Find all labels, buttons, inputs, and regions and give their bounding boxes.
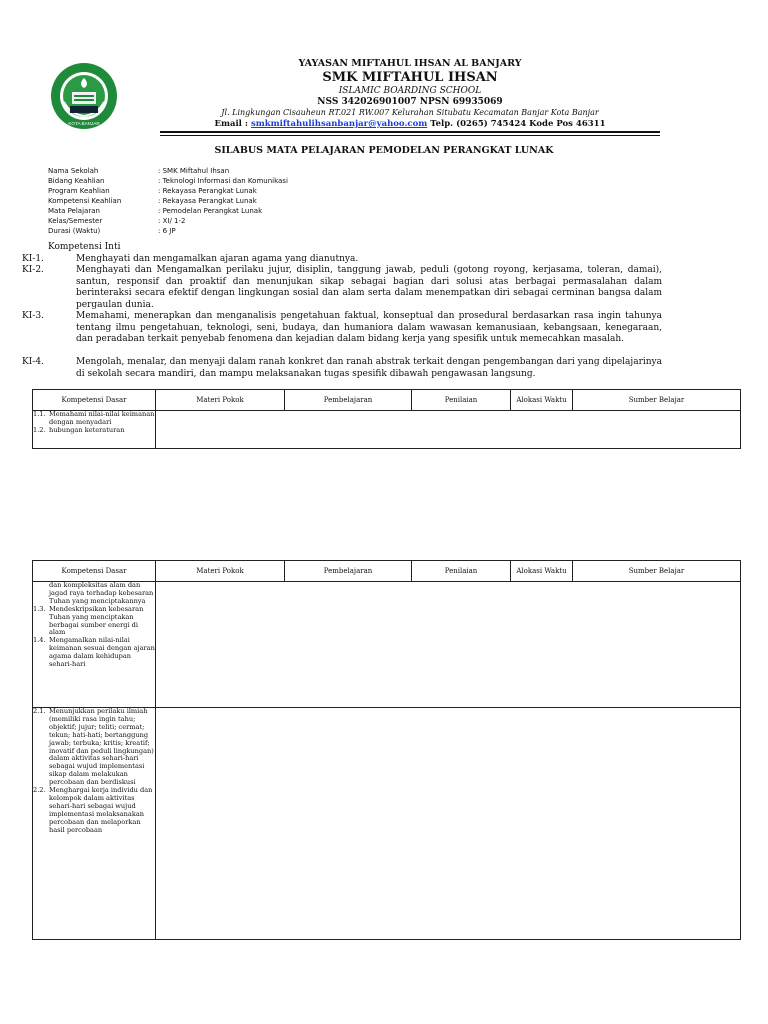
table-row <box>33 708 741 940</box>
kompetensi-dasar-cell: 1.1. Memahami nilai-nilai keimanan dengan menyadari 1.2. hubungan keteraturan <box>33 411 156 449</box>
school-address: Jl. Lingkungan Cisauheun RT.021 RW.007 Kelurahan Situbatu Kecamatan Banjar Kota Banjar <box>221 108 599 117</box>
col-materi-pokok: Materi Pokok <box>156 390 285 411</box>
school-name: SMK MIFTAHUL IHSAN <box>322 70 498 85</box>
email-label: Email : <box>214 119 249 129</box>
info-row: Mata Pelajaran : Pemodelan Perangkat Lunak <box>48 207 263 215</box>
kompetensi-inti-heading: Kompetensi Inti <box>48 242 121 252</box>
col-pembelajaran: Pembelajaran <box>285 561 412 582</box>
table-row <box>33 411 741 449</box>
col-kompetensi-dasar: Kompetensi Dasar <box>33 390 156 411</box>
info-row: Kompetensi Keahlian : Rekayasa Perangkat Lunak <box>48 197 257 205</box>
identity-block <box>48 166 288 236</box>
foundation-name: YAYASAN MIFTAHUL IHSAN AL BANJARY <box>298 58 522 69</box>
col-penilaian: Penilaian <box>412 561 511 582</box>
kompetensi-dasar-cell: 2.1. Menunjukkan perilaku ilmiah (memiliki rasa ingin tahu; objektif; jujur; teliti; cermat; tekun; hati-hati; bertanggung jawab; terbuka; kritis; kreatif; inovatif dan peduli lingkungan) dalam aktivitas sehari-hari sebagai wujud implementasi sikap dalam melakukan percobaan dan berdiskusi 2.2. Menghargai kerja individu dan kelompok dalam aktivitas sehari-hari sebagai wujud implementasi melaksanakan percobaan dan melaporkan hasil percobaan <box>33 708 156 940</box>
school-contact <box>170 119 650 129</box>
kompetensi-dasar-cell: dan kompleksitas alam dan jagad raya terhadap kebesaran Tuhan yang menciptakannya 1.3. Mendeskripsikan kebesaran Tuhan yang menciptakan berbagai sumber energi di alam 1.4. Mengamalkan nilai-nilai keimanan sesuai dengan ajaran agama dalam kehidupan sehari-hari <box>33 582 156 708</box>
info-row: Bidang Keahlian : Teknologi Informasi dan Komunikasi <box>48 177 288 185</box>
col-penilaian: Penilaian <box>412 390 511 411</box>
col-sumber-belajar: Sumber Belajar <box>573 390 741 411</box>
info-row: Kelas/Semester : XI/ 1-2 <box>48 217 186 225</box>
col-materi-pokok: Materi Pokok <box>156 561 285 582</box>
info-row: Program Keahlian : Rekayasa Perangkat Lunak <box>48 187 257 195</box>
col-alokasi-waktu: Alokasi Waktu <box>511 390 573 411</box>
empty-cell <box>156 582 741 708</box>
col-alokasi-waktu: Alokasi Waktu <box>511 561 573 582</box>
table-row <box>33 582 741 708</box>
col-kompetensi-dasar: Kompetensi Dasar <box>33 561 156 582</box>
ki-item: KI-2. Menghayati dan Mengamalkan perilaku jujur, disiplin, tanggung jawab, peduli (gotong royong, kerjasama, toleran, damai), santun, responsif dan proaktif dan menunjukan sikap sebagai bagian dari solusi atas berbagai permasalahan dalam berinteraksi secara efektif dengan lingkungan sosial dan alam serta dalam menempatkan diri sebagai cerminan bangsa dalam pergaulan dunia. <box>22 265 662 310</box>
school-subtitle: ISLAMIC BOARDING SCHOOL <box>338 86 482 96</box>
syllabus-table-2 <box>32 560 741 940</box>
email-link[interactable]: smkmiftahulihsanbanjar@yahoo.com <box>250 119 428 129</box>
col-sumber-belajar: Sumber Belajar <box>573 561 741 582</box>
col-pembelajaran: Pembelajaran <box>285 390 412 411</box>
syllabus-table-1 <box>32 389 741 449</box>
phone-text: Telp. (0265) 745424 Kode Pos 46311 <box>430 119 606 129</box>
school-logo <box>50 62 118 130</box>
document-title: SILABUS MATA PELAJARAN PEMODELAN PERANGKAT LUNAK <box>214 145 554 156</box>
header-rule-thin <box>160 135 660 136</box>
logo-caption: KOTA BANJAR <box>68 121 100 126</box>
info-row: Nama Sekolah : SMK Miftahul Ihsan <box>48 167 230 175</box>
info-row: Durasi (Waktu) : 6 JP <box>48 227 176 235</box>
school-nss: NSS 342026901007 NPSN 69935069 <box>317 97 503 107</box>
header-rule-thick <box>160 131 660 133</box>
ki-item: KI-4. Mengolah, menalar, dan menyaji dalam ranah konkret dan ranah abstrak terkait dengan pengembangan dari yang dipelajarinya di sekolah secara mandiri, dan mampu melaksanakan tugas spesifik dibawah pengawasan langsung. <box>22 357 662 379</box>
ki-item: KI-1. Menghayati dan mengamalkan ajaran agama yang dianutnya. <box>22 254 359 264</box>
empty-cell <box>156 708 741 940</box>
empty-cell <box>156 411 741 449</box>
ki-item: KI-3. Memahami, menerapkan dan menganalisis pengetahuan faktual, konseptual dan prosedural berdasarkan rasa ingin tahunya tentang ilmu pengetahuan, teknologi, seni, budaya, dan humaniora dalam wawasan kemanusiaan, kebangsaan, kenegaraan, dan peradaban terkait penyebab fenomena dan kejadian dalam bidang kerja yang spesifik untuk memecahkan masalah. <box>22 311 662 345</box>
